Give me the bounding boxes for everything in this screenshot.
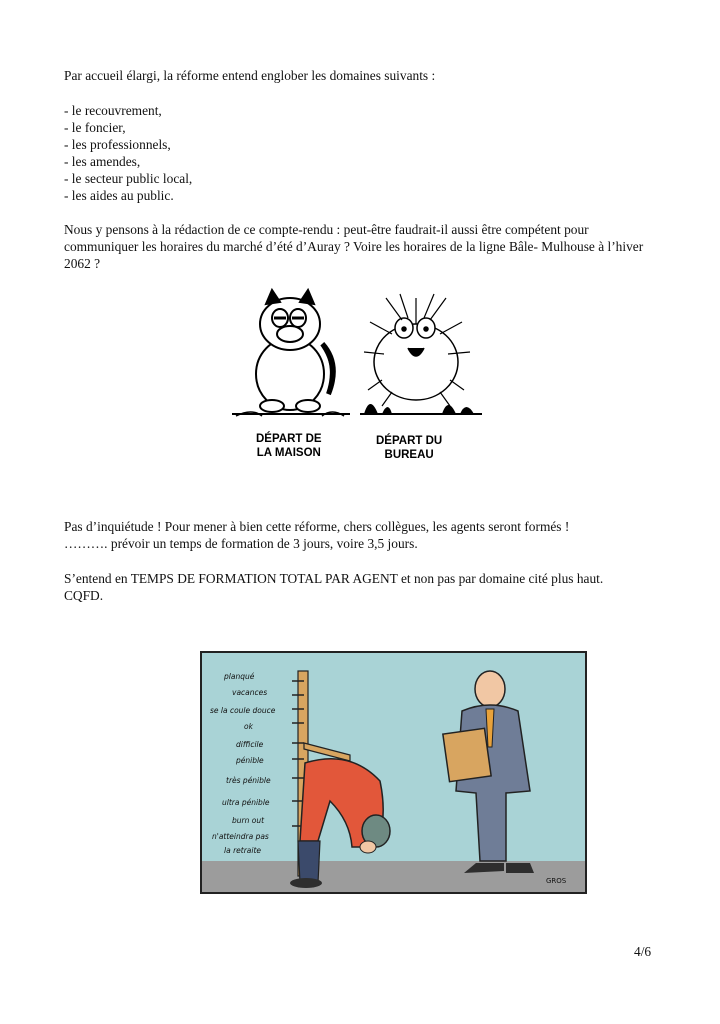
scale-label-vacances: vacances [232, 688, 268, 697]
caption-office-line2: BUREAU [384, 449, 434, 461]
caption-home-line1: DÉPART DE [256, 433, 322, 445]
penibility-cartoon [200, 651, 587, 894]
scale-label-se-la-coule-douce: se la coule douce [210, 706, 276, 715]
list-item: - le recouvrement, [64, 103, 162, 118]
scale-label-burn-out: burn out [232, 816, 265, 825]
scale-label-planque: planqué [224, 672, 255, 681]
paragraph-total-time: S’entend en TEMPS DE FORMATION TOTAL PAR AGENT et non pas par domaine cité plus haut. CQFD. [64, 571, 604, 603]
caption-home [256, 432, 322, 460]
scale-label-ok: ok [244, 722, 253, 731]
intro-paragraph: Par accueil élargi, la réforme entend englober les domaines suivants : [64, 68, 436, 83]
caption-office [376, 434, 442, 462]
paragraph-auray: Nous y pensons à la rédaction de ce compte-rendu : peut-être faudrait-il aussi être compétent pour communiquer les horaires du marché d’été d’Auray ? Voire les horaires de la ligne Bâle- Mulhouse à l’hiver 2062 ? [64, 222, 644, 271]
garfield-cartoon [232, 284, 482, 466]
training-line1: Pas d’inquiétude ! Pour mener à bien cette réforme, chers collègues, les agents seront formés ! [64, 519, 570, 534]
domains-list [64, 102, 192, 204]
page-number: 4/6 [634, 944, 652, 959]
scale-label-natteindra-pas: n'atteindra pas [212, 832, 269, 841]
list-item: - le secteur public local, [64, 171, 193, 186]
cartoonist-signature: GROS [546, 877, 567, 885]
list-item: - les amendes, [64, 154, 141, 169]
scale-label-la-retraite: la retraite [224, 846, 262, 855]
scale-label-tres-penible: très pénible [226, 776, 271, 785]
list-item: - les aides au public. [64, 188, 174, 203]
scale-label-difficile: difficile [236, 740, 264, 749]
scale-label-penible: pénible [236, 756, 264, 765]
training-line2: ………. prévoir un temps de formation de 3 jours, voire 3,5 jours. [64, 536, 418, 551]
paragraph-training [64, 518, 664, 552]
list-item: - le foncier, [64, 120, 126, 135]
penibility-drawing [200, 651, 587, 894]
caption-office-line1: DÉPART DU [376, 435, 443, 447]
caption-home-line2: LA MAISON [256, 447, 321, 459]
garfield-drawing [232, 284, 482, 424]
list-item: - les professionnels, [64, 137, 171, 152]
scale-label-ultra-penible: ultra pénible [222, 798, 270, 807]
